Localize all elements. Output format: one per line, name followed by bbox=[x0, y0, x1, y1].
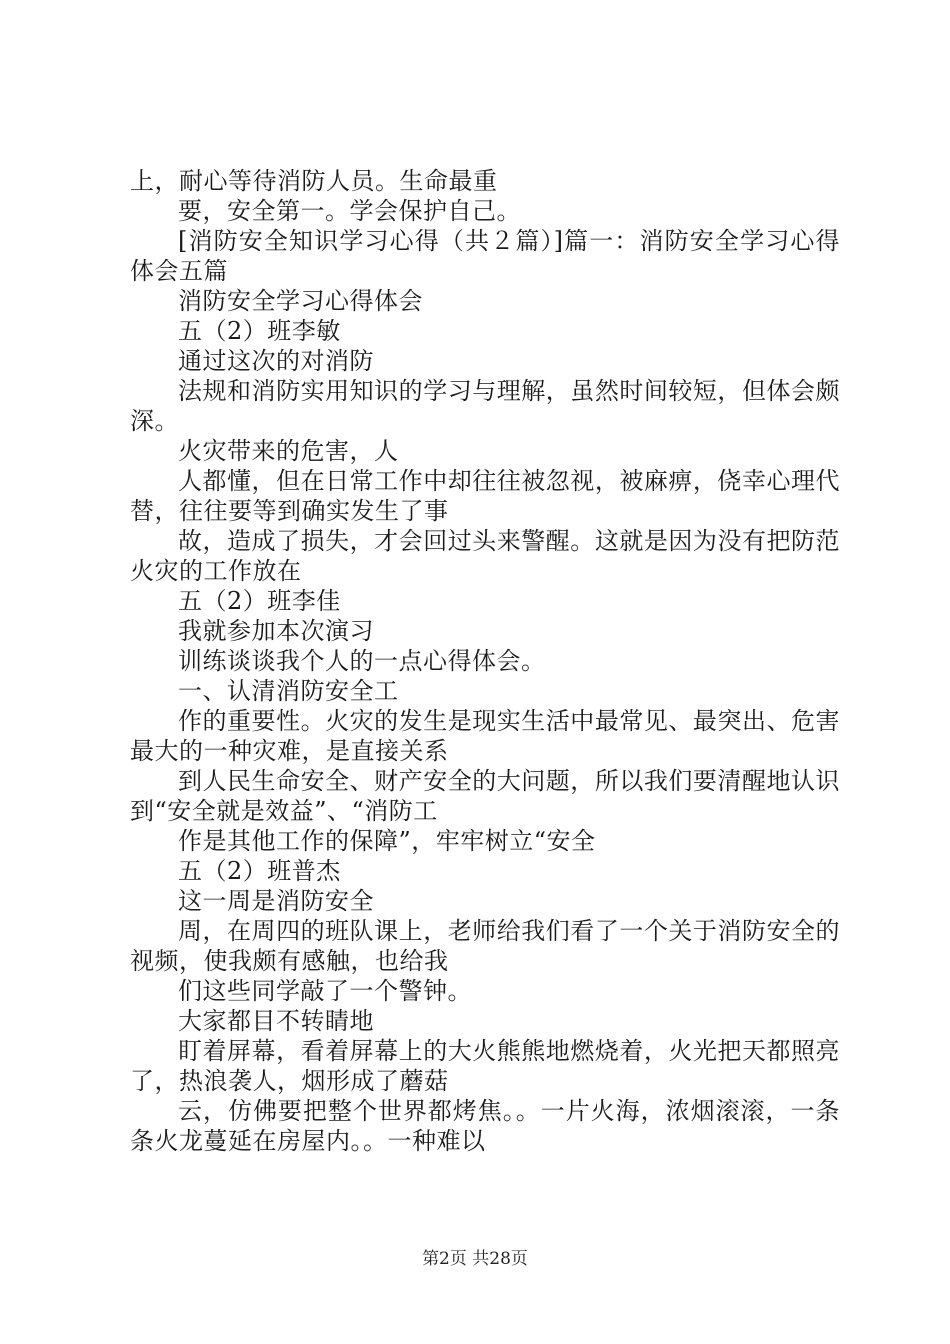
paragraph-10: 故，造成了损失，才会回过头来警醒。这就是因为没有把防范火灾的工作放在 bbox=[130, 527, 840, 585]
paragraph-7: 法规和消防实用知识的学习与理解，虽然时间较短，但体会颇深。 bbox=[130, 377, 840, 435]
paragraph-20: 周，在周四的班队课上，老师给我们看了一个关于消防安全的视频，使我颇有感触，也给我 bbox=[130, 917, 840, 975]
paragraph-11: 五（2）班李佳 bbox=[178, 587, 341, 615]
paragraph-14: 一、认清消防安全工 bbox=[178, 677, 399, 705]
paragraph-22: 大家都目不转睛地 bbox=[178, 1007, 374, 1035]
paragraph-1: 上，耐心等待消防人员。生命最重 bbox=[130, 167, 498, 195]
page-number-footer: 第2页 共28页 bbox=[422, 1249, 528, 1269]
paragraph-16: 到人民生命安全、财产安全的大问题，所以我们要清醒地认识到“安全就是效益”、“消防工 bbox=[130, 767, 840, 825]
paragraph-17: 作是其他工作的保障”，牢牢树立“安全 bbox=[178, 827, 596, 855]
paragraph-13: 训练谈谈我个人的一点心得体会。 bbox=[178, 647, 546, 675]
paragraph-6: 通过这次的对消防 bbox=[178, 347, 374, 375]
paragraph-18: 五（2）班普杰 bbox=[178, 857, 341, 885]
paragraph-4: 消防安全学习心得体会 bbox=[178, 287, 423, 315]
paragraph-2: 要，安全第一。学会保护自己。 bbox=[178, 197, 521, 225]
paragraph-24: 云，仿佛要把整个世界都烤焦。。一片火海，浓烟滚滚，一条条火龙蔓延在房屋内。。一种难以 bbox=[130, 1097, 840, 1155]
paragraph-12: 我就参加本次演习 bbox=[178, 617, 374, 645]
paragraph-9: 人都懂，但在日常工作中却往往被忽视，被麻痹，侥幸心理代替，往往要等到确实发生了事 bbox=[130, 467, 840, 525]
paragraph-21: 们这些同学敲了一个警钟。 bbox=[178, 977, 472, 1005]
document-body bbox=[130, 166, 840, 1156]
paragraph-5: 五（2）班李敏 bbox=[178, 317, 341, 345]
paragraph-15: 作的重要性。火灾的发生是现实生活中最常见、最突出、危害最大的一种灾难，是直接关系 bbox=[130, 707, 840, 765]
paragraph-3: [消防安全知识学习心得（共２篇）]篇一：消防安全学习心得体会五篇 bbox=[130, 227, 840, 285]
paragraph-23: 盯着屏幕，看着屏幕上的大火熊熊地燃烧着，火光把天都照亮了，热浪袭人，烟形成了蘑菇 bbox=[130, 1037, 840, 1095]
paragraph-19: 这一周是消防安全 bbox=[178, 887, 374, 915]
paragraph-8: 火灾带来的危害，人 bbox=[178, 437, 399, 465]
